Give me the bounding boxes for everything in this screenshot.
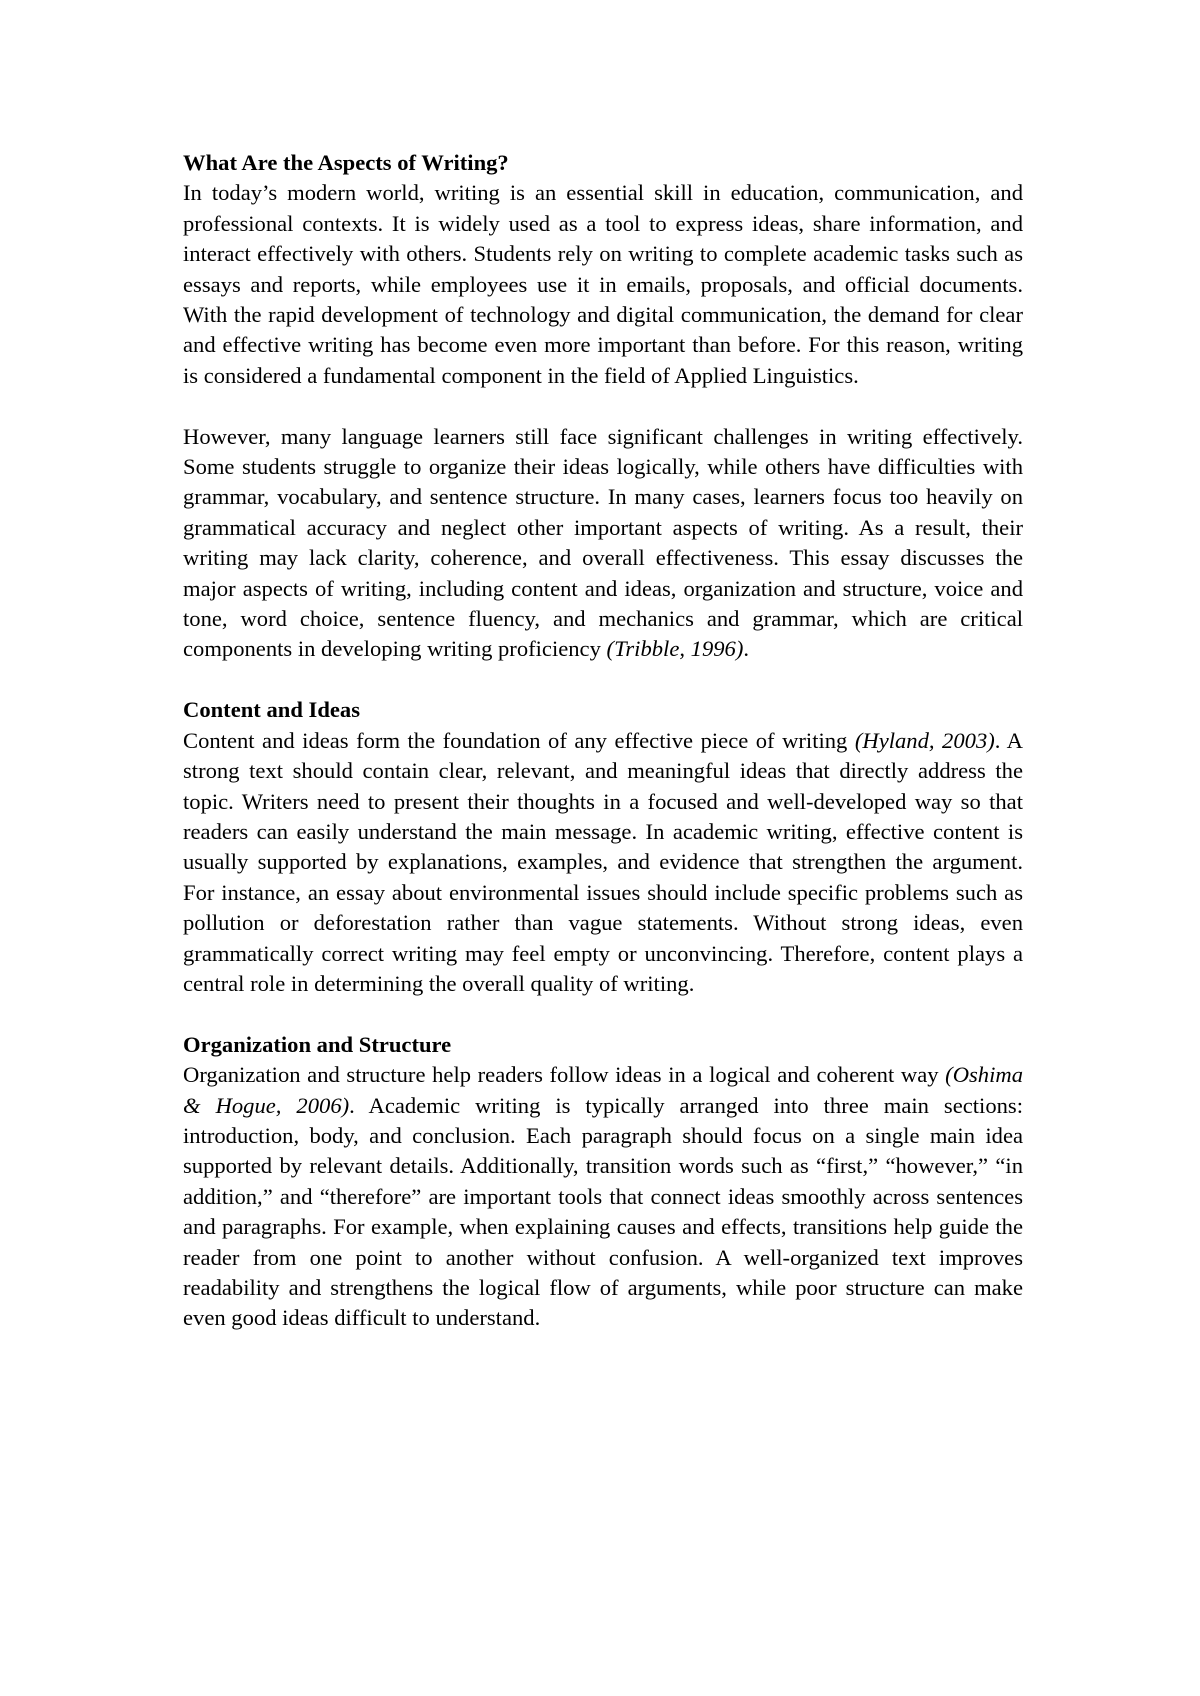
- document-title: What Are the Aspects of Writing?: [183, 150, 509, 175]
- citation-hyland: (Hyland, 2003): [854, 727, 995, 753]
- paragraph-gap: [183, 391, 1023, 421]
- citation-oshima-hogue: (Oshima & Hogue, 2006): [183, 1062, 1023, 1118]
- intro-paragraph-2-end: .: [743, 636, 750, 662]
- section-paragraph-organization-structure: [183, 1060, 1023, 1334]
- intro-paragraph-1: In today’s modern world, writing is an essential skill in education, communication, and professional contexts. It is widely used as a tool to express ideas, share information, and interact effectively with others. Students rely on writing to complete academic tasks such as essays and reports, while employees use it in emails, proposals, and official documents. With the rapid development of technology and digital communication, the demand for clear and effective writing has become even more important than before. For this reason, writing is considered a fundamental component in the field of Applied Linguistics.: [183, 180, 1023, 388]
- document-body: [183, 148, 1023, 1334]
- section-lead-organization-structure: Organization and structure help readers follow ideas in a logical and coherent way: [183, 1062, 946, 1088]
- section-heading-organization-structure: Organization and Structure: [183, 1031, 452, 1057]
- section-body-organization-structure: . Academic writing is typically arranged into three main sections: introduction, body, and conclusion. Each paragraph should focus on a single main idea supported by relevant details. Additionally, transition words such as “first,” “however,” “in addition,” and “therefore” are important tools that connect ideas smoothly across sentences and paragraphs. For example, when explaining causes and effects, transitions help guide the reader from one point to another without confusion. A well-organized text improves readability and strengthens the logical flow of arguments, while poor structure can make even good ideas difficult to understand.: [183, 1092, 1024, 1331]
- section-heading-content-ideas: Content and Ideas: [183, 697, 361, 723]
- intro-paragraph-2: [183, 422, 1023, 665]
- citation-tribble: (Tribble, 1996): [606, 636, 744, 662]
- section-lead-content-ideas: Content and ideas form the foundation of any effective piece of writing: [183, 727, 855, 753]
- section-body-content-ideas: . A strong text should contain clear, relevant, and meaningful ideas that directly address the topic. Writers need to present their thoughts in a focused and well-developed way so that readers can easily understand the main message. In academic writing, effective content is usually supported by explanations, examples, and evidence that strengthen the argument. For instance, an essay about environmental issues should include specific problems such as pollution or deforestation rather than vague statements. Without strong ideas, even grammatically correct writing may feel empty or unconvincing. Therefore, content plays a central role in determining the overall quality of writing.: [183, 727, 1023, 996]
- section-paragraph-content-ideas: [183, 726, 1023, 1000]
- intro-paragraph-2-text: However, many language learners still face significant challenges in writing effectively. Some students struggle to organize their ideas logically, while others have difficulties with grammar, vocabulary, and sentence structure. In many cases, learners focus too heavily on grammatical accuracy and neglect other important aspects of writing. As a result, their writing may lack clarity, coherence, and overall effectiveness. This essay discusses the major aspects of writing, including content and ideas, organization and structure, voice and tone, word choice, sentence fluency, and mechanics and grammar, which are critical components in developing writing proficiency: [183, 423, 1023, 662]
- paragraph-gap: [183, 665, 1023, 695]
- paragraph-gap: [183, 999, 1023, 1029]
